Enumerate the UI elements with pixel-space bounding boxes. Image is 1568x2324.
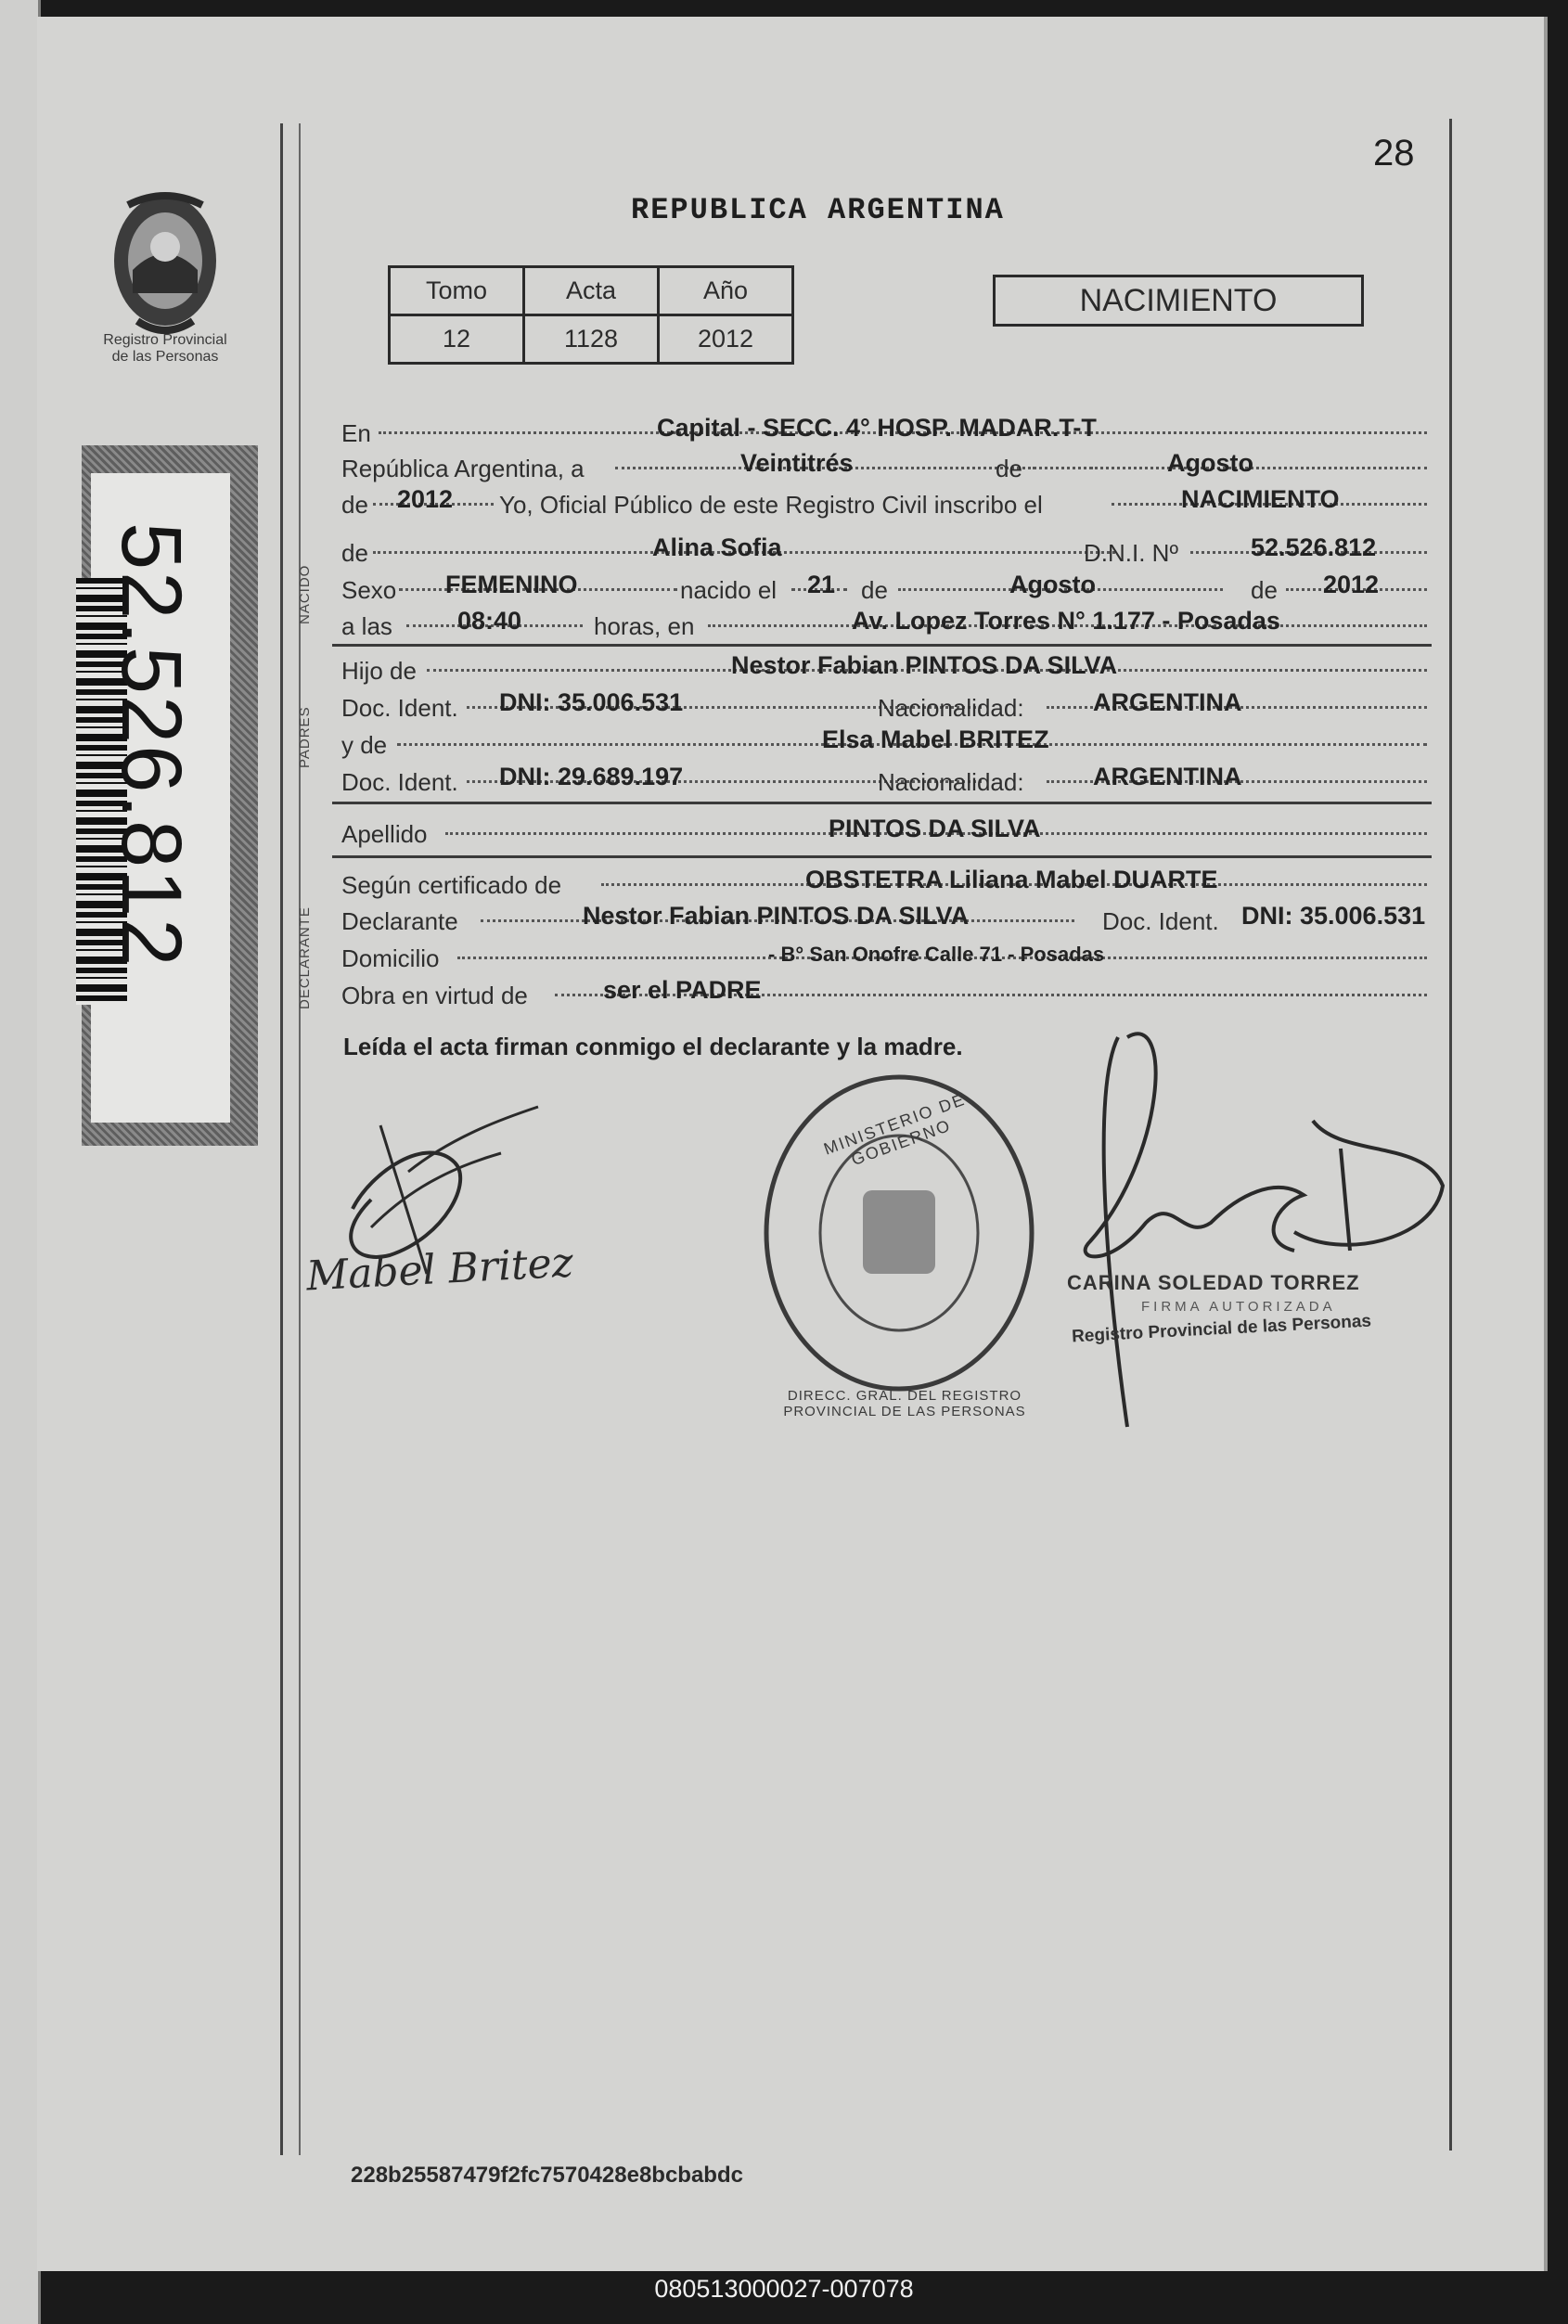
value-inscribo: NACIMIENTO xyxy=(1181,485,1340,513)
row-domicilio xyxy=(341,939,1427,974)
document-page xyxy=(37,17,1548,2271)
label-republica: República Argentina, a xyxy=(341,455,585,482)
row-obra xyxy=(341,976,1427,1011)
label-hijo-de: Hijo de xyxy=(341,657,417,685)
label-apellido: Apellido xyxy=(341,820,428,848)
label-obra-en-virtud: Obra en virtud de xyxy=(341,982,528,1009)
margin-line-inner xyxy=(299,123,301,2155)
section-label-padres: PADRES xyxy=(297,706,313,768)
label-sexo: Sexo xyxy=(341,576,397,604)
value-dia-inscripcion: Veintitrés xyxy=(740,449,854,477)
official-name: CARINA SOLEDAD TORREZ xyxy=(1067,1271,1360,1294)
label-en: En xyxy=(341,419,371,447)
value-nacido-anio: 2012 xyxy=(1323,571,1380,598)
row-en xyxy=(341,414,1427,449)
page-number: 28 xyxy=(1373,133,1415,173)
footer-id: 080513000027-007078 xyxy=(654,2275,914,2303)
label-a-las: a las xyxy=(341,612,392,640)
label-nacionalidad: Nacionalidad: xyxy=(878,694,1024,722)
value-padre: Nestor Fabian PINTOS DA SILVA xyxy=(731,651,1118,679)
registry-header-row xyxy=(390,267,793,315)
label-y-de: y de xyxy=(341,731,388,759)
divider xyxy=(332,644,1432,647)
divider xyxy=(332,855,1432,858)
label-nacionalidad: Nacionalidad: xyxy=(878,768,1024,796)
row-padre-doc xyxy=(341,688,1427,724)
registry-value-anio: 2012 xyxy=(659,315,793,364)
seal-outer-text: DIRECC. GRAL. DEL REGISTRO PROVINCIAL DE LAS PERSONAS xyxy=(783,1388,1026,1419)
value-anio-inscripcion: 2012 xyxy=(397,485,454,513)
value-madre: Elsa Mabel BRITEZ xyxy=(822,725,1049,753)
row-sexo xyxy=(341,571,1427,606)
value-nombre: Alina Sofia xyxy=(652,533,782,561)
row-madre-doc xyxy=(341,763,1427,798)
row-padre xyxy=(341,651,1427,687)
margin-line xyxy=(280,123,283,2155)
row-declarante xyxy=(341,902,1427,937)
row-madre xyxy=(341,725,1427,761)
registry-header-tomo: Tomo xyxy=(390,267,524,315)
official-organization: Registro Provincial de las Personas xyxy=(1071,1311,1372,1347)
closing-statement: Leída el acta firman conmigo el declarante y la madre. xyxy=(343,1033,963,1060)
book-spine xyxy=(0,0,41,2324)
official-signature-icon xyxy=(1035,1019,1461,1436)
label-declarante: Declarante xyxy=(341,907,458,935)
row-hora-lugar xyxy=(341,607,1427,642)
value-apellido: PINTOS DA SILVA xyxy=(829,815,1041,842)
row-certificado xyxy=(341,866,1427,901)
registry-value-row xyxy=(390,315,793,364)
value-madre-doc: DNI: 29.689.197 xyxy=(499,763,684,790)
label-nacido-el: nacido el xyxy=(680,576,778,604)
registry-header-acta: Acta xyxy=(524,267,659,315)
value-padre-nacionalidad: ARGENTINA xyxy=(1093,688,1242,716)
row-oficial xyxy=(341,485,1427,520)
logo-caption-line2: de las Personas xyxy=(111,349,219,365)
value-declarante-doc: DNI: 35.006.531 xyxy=(1241,902,1426,930)
value-hora: 08:40 xyxy=(457,607,522,635)
label-horas-en: horas, en xyxy=(594,612,695,640)
value-nacido-dia: 21 xyxy=(807,571,836,598)
value-sexo: FEMENINO xyxy=(445,571,578,598)
label-oficial: Yo, Oficial Público de este Registro Civil inscribo el xyxy=(499,491,1043,519)
row-nombre xyxy=(341,533,1427,569)
logo-caption-line1: Registro Provincial xyxy=(103,332,227,348)
label-domicilio: Domicilio xyxy=(341,944,440,972)
stub-dni-number: 52.526.812 xyxy=(104,522,199,969)
label-de: de xyxy=(996,455,1022,482)
row-apellido xyxy=(341,815,1427,850)
label-de-anio: de xyxy=(341,491,368,519)
section-label-declarante: DECLARANTE xyxy=(297,906,313,1009)
official-title: FIRMA AUTORIZADA xyxy=(1141,1299,1336,1315)
label-segun-certificado: Según certificado de xyxy=(341,871,562,899)
label-nombre: de xyxy=(341,539,368,567)
registry-value-acta: 1128 xyxy=(524,315,659,364)
value-nacido-mes: Agosto xyxy=(1009,571,1096,598)
value-lugar-nacimiento: Av. Lopez Torres N° 1.177 - Posadas xyxy=(852,607,1280,635)
label-doc-ident: Doc. Ident. xyxy=(341,694,458,722)
divider xyxy=(332,802,1432,804)
registry-table xyxy=(388,265,794,365)
registry-value-tomo: 12 xyxy=(390,315,524,364)
value-certificado: OBSTETRA Liliana Mabel DUARTE xyxy=(805,866,1218,893)
value-domicilio: - B° San Onofre Calle 71 - Posadas xyxy=(768,943,1105,966)
logo-caption xyxy=(82,332,249,366)
document-hash: 228b25587479f2fc7570428e8bcbabdc xyxy=(351,2163,743,2188)
mother-signature-icon xyxy=(315,1070,668,1339)
acta-type-box: NACIMIENTO xyxy=(993,275,1364,327)
seal-inner-text: MINISTERIO DE GOBIERNO xyxy=(821,1089,969,1170)
label-doc-ident: Doc. Ident. xyxy=(1102,907,1219,935)
mother-signature-name: Mabel Britez xyxy=(304,1239,575,1301)
value-dni: 52.526.812 xyxy=(1251,533,1377,561)
section-label-nacido: NACIDO xyxy=(297,564,313,624)
document-title: REPUBLICA ARGENTINA xyxy=(631,193,1005,227)
value-mes-inscripcion: Agosto xyxy=(1167,449,1253,477)
value-madre-nacionalidad: ARGENTINA xyxy=(1093,763,1242,790)
label-dni: D.N.I. Nº xyxy=(1084,539,1178,567)
label-de: de xyxy=(861,576,888,604)
value-obra: ser el PADRE xyxy=(603,976,762,1004)
label-doc-ident: Doc. Ident. xyxy=(341,768,458,796)
value-padre-doc: DNI: 35.006.531 xyxy=(499,688,684,716)
registry-header-anio: Año xyxy=(659,267,793,315)
value-lugar-inscripcion: Capital - SECC. 4° HOSP. MADAR.T-T xyxy=(657,414,1097,442)
value-declarante: Nestor Fabian PINTOS DA SILVA xyxy=(583,902,970,930)
row-fecha-inscripcion xyxy=(341,449,1427,484)
label-de: de xyxy=(1251,576,1278,604)
